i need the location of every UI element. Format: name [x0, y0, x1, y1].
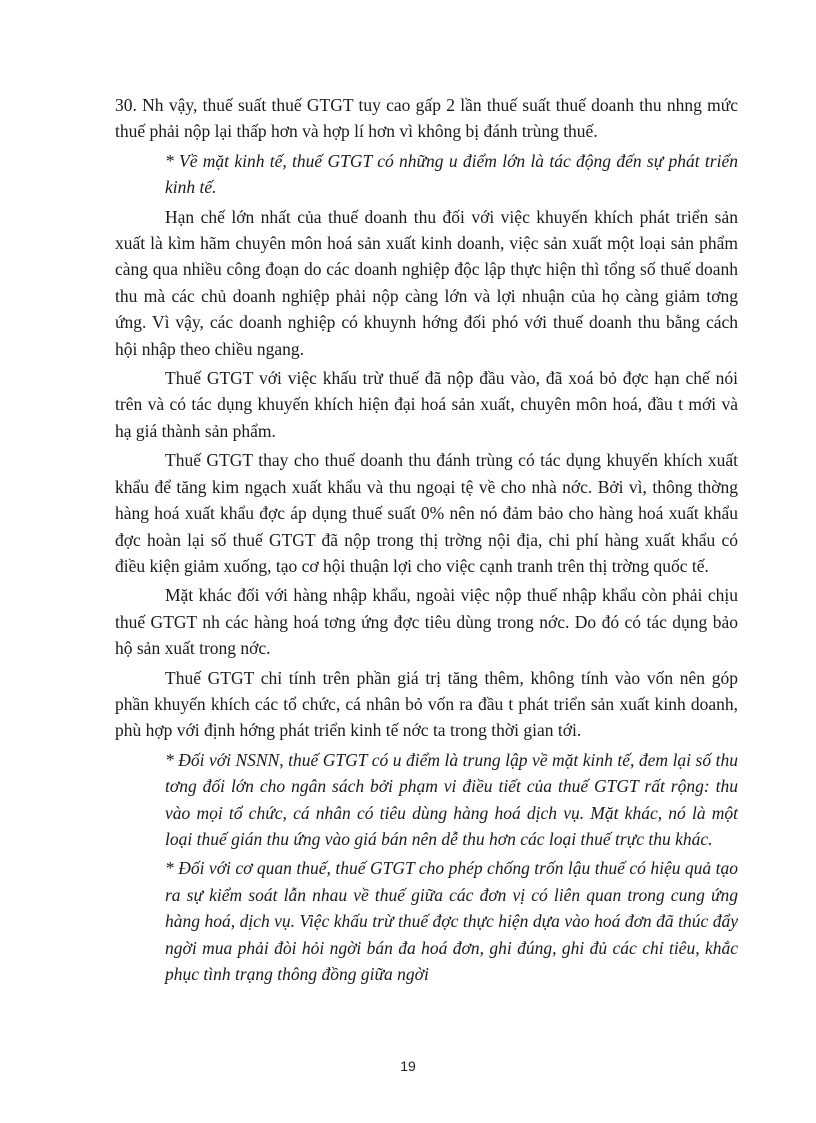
paragraph-revenue-tax-limitation: Hạn chế lớn nhất của thuế doanh thu đối với việc khuyến khích phát triển sản xuất là kìm hãm chuyên môn hoá sản xuất kinh doanh, việc sản xuất một loại sản phẩm càng qua nhiều công đoạn do các doanh nghiệp độc lập thực hiện thì tổng số thuế doanh thu mà các chủ doanh nghiệp phải nộp càng lớn và lợi nhuận của họ càng giảm tơng ứng. Vì vậy, các doanh nghiệp có khuynh hớng đối phó với thuế doanh thu bằng cách hội nhập theo chiều ngang. — [115, 206, 738, 359]
paragraph-tax-authority: * Đối với cơ quan thuế, thuế GTGT cho phép chống trốn lậu thuế có hiệu quả tạo ra sự kiểm soát lẫn nhau về thuế giữa các đơn vị có liên quan trong cung ứng hàng hoá, dịch vụ. Việc khấu trừ thuế đợc thực hiện dựa vào hoá đơn đã thúc đẩy ngời mua phải đòi hỏi ngời bán đa hoá đơn, ghi đúng, ghi đủ các chỉ tiêu, khắc phục tình trạng thông đồng giữa ngời — [165, 858, 738, 984]
paragraph-vat-deduction: Thuế GTGT với việc khấu trừ thuế đã nộp đầu vào, đã xoá bỏ đợc hạn chế nói trên và có tác dụng khuyến khích hiện đại hoá sản xuất, chuyên môn hoá, đầu t mới và hạ giá thành sản phẩm. — [115, 368, 738, 441]
paragraph-export-incentive: Thuế GTGT thay cho thuế doanh thu đánh trùng có tác dụng khuyến khích xuất khẩu để tăng kim ngạch xuất khẩu và thu ngoại tệ về cho nhà nớc. Bởi vì, thông thờng hàng hoá xuất khẩu đợc áp dụng thuế suất 0% nên nó đảm bảo cho hàng hoá xuất khẩu đợc hoàn lại số thuế GTGT đã nộp trong thị trờng nội địa, chi phí hàng xuất khẩu có điều kiện giảm xuống, tạo cơ hội thuận lợi cho việc cạnh tranh trên thị trờng quốc tế. — [115, 450, 738, 576]
paragraph-state-budget: * Đối với NSNN, thuế GTGT có u điểm là trung lập về mặt kinh tế, đem lại số thu tơng đối lớn cho ngân sách bởi phạm vi điều tiết của thuế GTGT rất rộng: thu vào mọi tổ chức, cá nhân có tiêu dùng hàng hoá dịch vụ. Mặt khác, nó là một loại thuế gián thu ứng vào giá bán nên dễ thu hơn các loại thuế trực thu khác. — [165, 749, 738, 849]
page-number: 19 — [400, 1058, 416, 1074]
paragraph-investment-encouragement: Thuế GTGT chỉ tính trên phần giá trị tăng thêm, không tính vào vốn nên góp phần khuyến khích các tổ chức, cá nhân bỏ vốn ra đầu t phát triển sản xuất kinh doanh, phù hợp với định hớng phát triển kinh tế nớc ta trong thời gian tới. — [115, 667, 738, 741]
body-text — [115, 92, 738, 990]
paragraph-tax-rate: 30. Nh vậy, thuế suất thuế GTGT tuy cao gấp 2 lần thuế suất thuế doanh thu nhng mức thuế phải nộp lại thấp hơn và hợp lí hơn vì không bị đánh trùng thuế. — [115, 95, 738, 142]
paragraph-import-protection: Mặt khác đối với hàng nhập khẩu, ngoài việc nộp thuế nhập khẩu còn phải chịu thuế GTGT nh các hàng hoá tơng ứng đợc tiêu dùng trong nớc. Do đó có tác dụng bảo hộ sản xuất trong nớc. — [115, 585, 738, 659]
paragraph-economic-advantage: * Về mặt kinh tế, thuế GTGT có những u điểm lớn là tác động đến sự phát triển kinh tế. — [165, 150, 738, 198]
